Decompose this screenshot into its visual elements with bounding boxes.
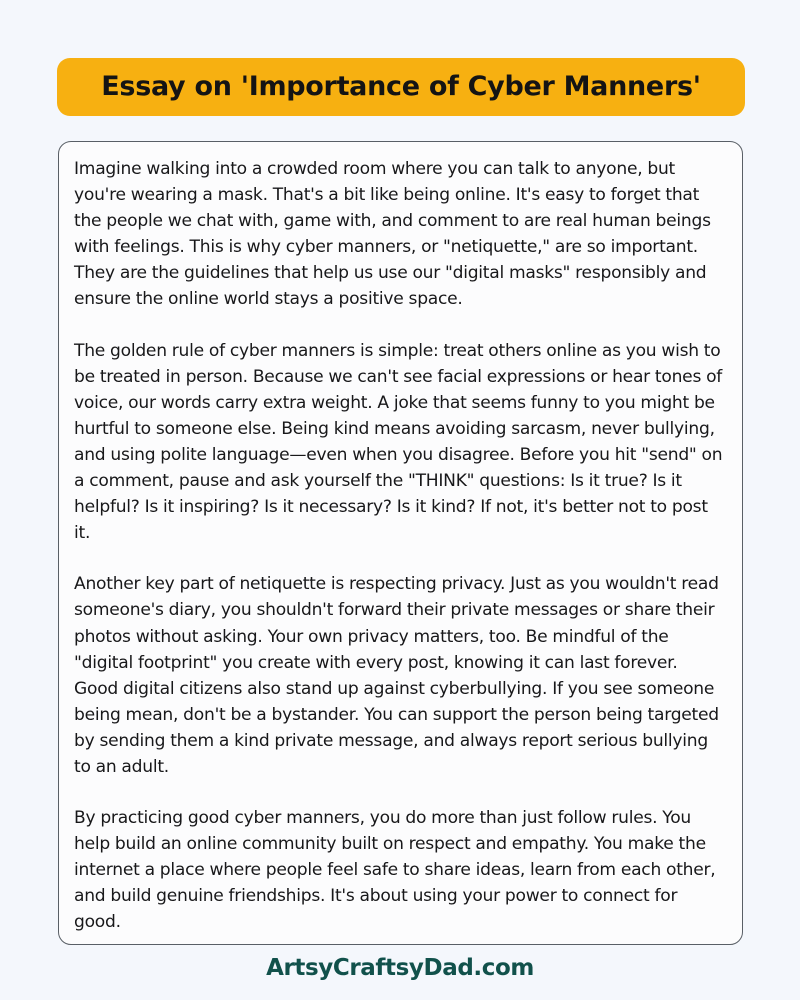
essay-paragraph: Another key part of netiquette is respecting privacy. Just as you wouldn't read someone's diary, you shouldn't forward their private messages or share their photos without asking. Your own privacy matters, too. Be mindful of the "digital footprint" you create with every post, knowing it can last forever. Good digital citizens also stand up against cyberbullying. If you see someone being mean, don't be a bystander. You can support the person being targeted by sending them a kind private message, and always report serious bullying to an adult. <box>74 574 719 777</box>
essay-paragraph: Imagine walking into a crowded room where you can talk to anyone, but you're wearing a mask. That's a bit like being online. It's easy to forget that the people we chat with, game with, and comment to are real human beings with feelings. This is why cyber manners, or "netiquette," are so important. They are the guidelines that help us use our "digital masks" responsibly and ensure the online world stays a positive space. <box>74 159 711 310</box>
essay-paragraph: The golden rule of cyber manners is simple: treat others online as you wish to be treated in person. Because we can't see facial expressions or hear tones of voice, our words carry extra weight. A joke that seems funny to you might be hurtful to someone else. Being kind means avoiding sarcasm, never bullying, and using polite language—even when you disagree. Before you hit "send" on a comment, pause and ask yourself the "THINK" questions: Is it true? Is it helpful? Is it inspiring? Is it necessary? Is it kind? If not, it's better not to post it. <box>74 340 723 544</box>
footer <box>0 957 800 980</box>
essay-paragraph: By practicing good cyber manners, you do more than just follow rules. You help build an online community built on respect and empathy. You make the internet a place where people feel safe to share ideas, learn from each other, and build genuine friendships. It's about using your power to connect for good. <box>74 808 716 933</box>
page-title: Essay on 'Importance of Cyber Manners' <box>101 71 701 102</box>
essay-body <box>72 156 728 936</box>
essay-title-banner <box>57 58 745 116</box>
essay-card <box>58 141 743 945</box>
site-branding: ArtsyCraftsyDad.com <box>266 955 534 981</box>
